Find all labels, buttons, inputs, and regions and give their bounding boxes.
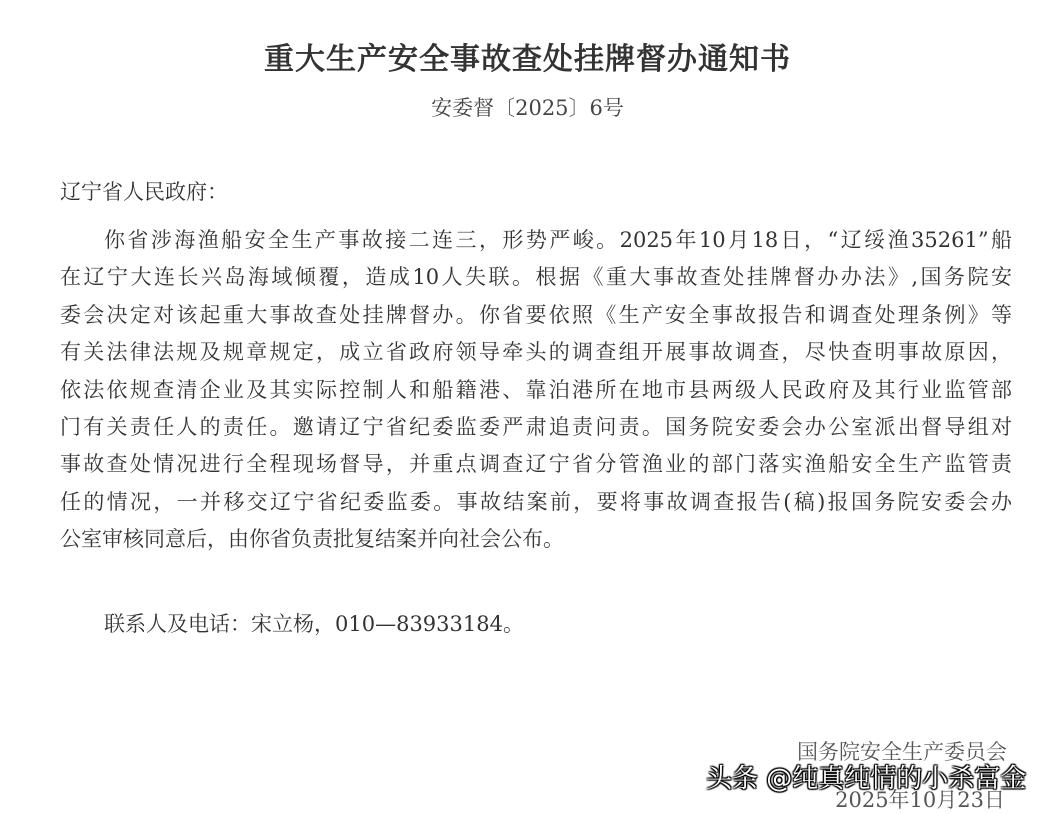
- body-line: 任的情况，一并移交辽宁省纪委监委。事故结案前，要将事故调查报告(稿)报国务院安委会办: [60, 489, 1012, 514]
- document-number: 安委督〔2025〕6号: [431, 96, 624, 120]
- signer-organization: 国务院安全生产委员会: [797, 740, 1007, 764]
- platform-watermark: 头条 @纯真纯情的小杀富金: [706, 764, 1027, 794]
- body-line: 在辽宁大连长兴岛海域倾覆，造成10人失联。根据《重大事故查处挂牌督办办法》,国务院安: [60, 265, 1012, 290]
- body-line: 依法依规查清企业及其实际控制人和船籍港、靠泊港所在地市县两级人民政府及其行业监管部: [60, 377, 1012, 402]
- recipient-line: 辽宁省人民政府：: [60, 180, 228, 204]
- contact-line: 联系人及电话：宋立杨，010—83933184。: [104, 612, 524, 636]
- document-title: 重大生产安全事故查处挂牌督办通知书: [264, 42, 791, 77]
- body-line: 门有关责任人的责任。邀请辽宁省纪委监委严肃追责问责。国务院安委会办公室派出督导组对: [60, 414, 1012, 439]
- body-line: 公室审核同意后，由你省负责批复结案并向社会公布。: [60, 527, 564, 552]
- body-line: 你省涉海渔船安全生产事故接二连三，形势严峻。2025年10月18日，“辽绥渔35261”船: [104, 228, 1012, 252]
- signature-date: 2025年10月23日: [835, 788, 1005, 812]
- body-paragraph: [60, 222, 1012, 559]
- body-line: 有关法律法规及规章规定，成立省政府领导牵头的调查组开展事故调查，尽快查明事故原因，: [60, 340, 1012, 365]
- body-line: 事故查处情况进行全程现场督导，并重点调查辽宁省分管渔业的部门落实渔船安全生产监管责: [60, 452, 1012, 477]
- body-line: 委会决定对该起重大事故查处挂牌督办。你省要依照《生产安全事故报告和调查处理条例》等: [60, 302, 1012, 327]
